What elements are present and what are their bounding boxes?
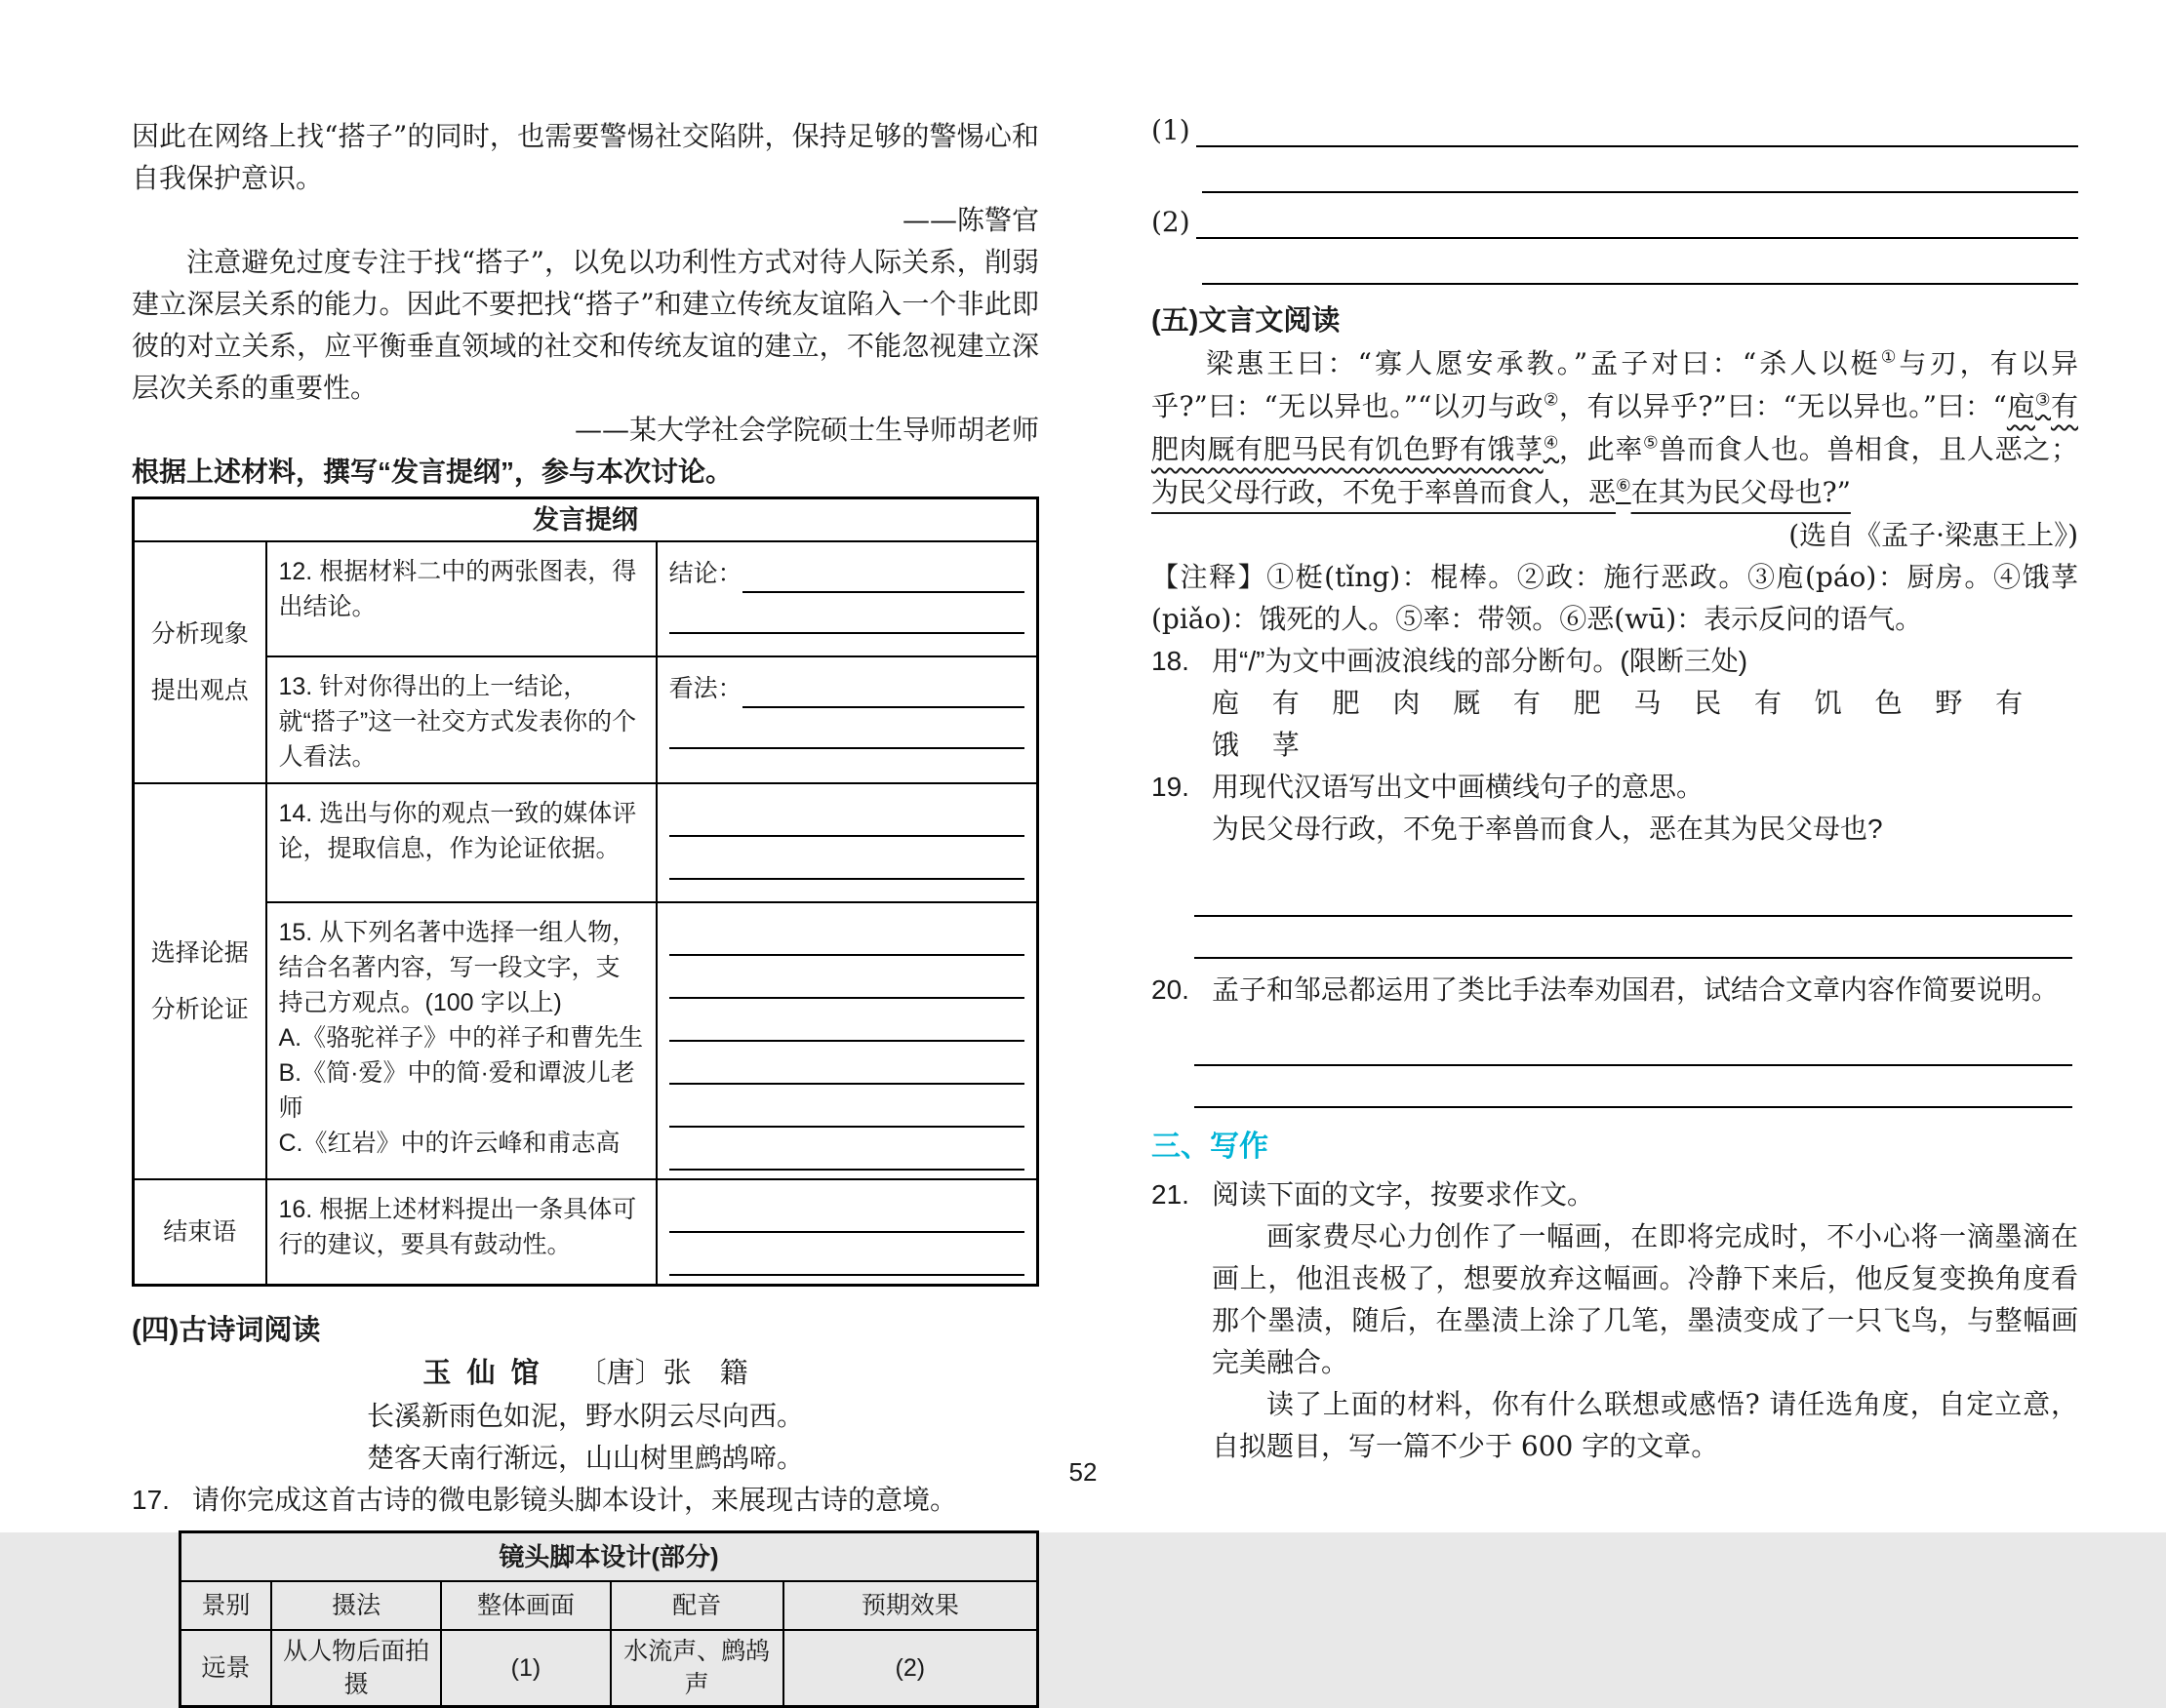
category-closing: 结束语 [134, 1179, 266, 1286]
answer-12-label: 结论： [668, 560, 742, 587]
question-20 [1151, 969, 2078, 1011]
answer-blank-1-label: (1) [1151, 114, 1190, 146]
page-number: 52 [1068, 1457, 1098, 1487]
task-instruction: 根据上述材料，撰写“发言提纲”，参与本次讨论。 [132, 457, 734, 487]
table-row [134, 541, 1038, 656]
scene-header-effect: 预期效果 [783, 1581, 1038, 1630]
task-15-option-c: C.《红岩》中的许云峰和甫志高 [278, 1130, 621, 1157]
scene-table-caption: 镜头脚本设计(部分) [180, 1532, 1038, 1582]
task-14: 14. 选出与你的观点一致的媒体评论，提取信息，作为论证依据。 [266, 783, 657, 902]
passage-segment: ⑥ [1616, 476, 1631, 497]
question-20-text: 孟子和邹忌都运用了类比手法奉劝国君，试结合文章内容作简要说明。 [1212, 974, 2060, 1005]
category-line: 提出观点 [150, 677, 249, 704]
task-12: 12. 根据材料二中的两张图表，得出结论。 [266, 541, 657, 656]
passage-segment: ② [1543, 390, 1559, 411]
question-19-number: 19. [1151, 772, 1189, 802]
passage-segment: ，此率 [1558, 433, 1644, 465]
answer-blank-line [669, 1001, 1024, 1042]
answer-16 [657, 1179, 1038, 1286]
essay-material-paragraph-1: 画家费尽心力创作了一幅画，在即将完成时，不小心将一滴墨滴在画上，他沮丧极了，想要放弃这幅画。冷静下来后，他反复变换角度看那个墨渍，随后，在墨渍上涂了几笔，墨渍变成了一只飞鸟，与整幅画完美融合。 [1212, 1220, 2078, 1378]
section-5-heading: (五)文言文阅读 [1151, 305, 1341, 337]
answer-blank-line [1194, 1024, 2072, 1066]
passage-segment: ① [1880, 347, 1900, 368]
answer-blank-line [1196, 237, 2078, 239]
signature-hu: ——某大学社会学院硕士生导师胡老师 [574, 414, 1039, 446]
passage-segment: 梁惠王曰：“寡人愿安承教。”孟子对曰：“杀人以梃 [1206, 347, 1881, 379]
question-20-number: 20. [1151, 974, 1189, 1005]
question-19-sentence: 为民父母行政，不免于率兽而食人，恶在其为民父母也? [1212, 814, 1883, 844]
answer-blank-line [669, 915, 1024, 956]
answer-blank-1 [1151, 109, 2078, 151]
poem-title-line [132, 1352, 1039, 1395]
answer-blank-line [669, 1044, 1024, 1085]
right-column [1151, 109, 2078, 1467]
answer-blank-line [669, 593, 1024, 634]
answer-14 [657, 783, 1038, 902]
answer-blank-line [669, 1087, 1024, 1128]
question-19-text: 用现代汉语写出文中画横线句子的意思。 [1212, 772, 1705, 802]
passage-segment: ④ [1543, 433, 1559, 454]
passage-segment: 有肥肉厩有肥马民有饥色野有饿莩 [1151, 390, 2078, 465]
table-row [134, 783, 1038, 902]
passage-segment: 为民父母行政，不免于率兽而食人，恶 [1151, 476, 1617, 508]
task-15-option-b: B.《简·爱》中的简·爱和谭波儿老师 [278, 1059, 635, 1122]
table-row [134, 656, 1038, 783]
category-analyze [134, 541, 266, 783]
passage-segment: ⑤ [1643, 433, 1660, 454]
task-15 [266, 902, 657, 1179]
answer-12 [657, 541, 1038, 656]
answer-blank-line [669, 1235, 1024, 1276]
question-21-text: 阅读下面的文字，按要求作文。 [1212, 1179, 1595, 1210]
answer-blank-line [669, 1130, 1024, 1171]
section-4-heading: (四)古诗词阅读 [132, 1315, 321, 1346]
answer-blank-line [669, 1192, 1024, 1233]
poem-line-2: 楚客天南行渐远，山山树里鹧鸪啼。 [366, 1442, 804, 1474]
question-18-sentence: 庖 有 肥 肉 厩 有 肥 马 民 有 饥 色 野 有 饿 莩 [1212, 688, 2036, 760]
passage-segment: 庖 [2006, 390, 2035, 422]
passage-segment: 兽而食人也。兽相食，且人恶之； [1659, 433, 2078, 465]
table-row [134, 498, 1038, 542]
passage-source: (选自《孟子·梁惠王上》) [1788, 519, 2078, 551]
passage-notes: 【注释】①梃(tǐng)：棍棒。②政：施行恶政。③庖(páo)：厨房。④饿莩(piǎo)：饿死的人。⑤率：带领。⑥恶(wū)：表示反问的语气。 [1151, 561, 2078, 635]
category-line: 选择论据 [150, 939, 249, 967]
poem-line-1: 长溪新雨色如泥，野水阴云尽向西。 [366, 1400, 804, 1432]
answer-blank-2 [1151, 201, 2078, 243]
speech-outline-table [132, 497, 1039, 1287]
outline-caption: 发言提纲 [134, 498, 1038, 542]
classical-passage [1151, 342, 2078, 514]
material-paragraph-2: 注意避免过度专注于找“搭子”，以免以功利性方式对待人际关系，削弱建立深层关系的能力。因此不要把找“搭子”和建立传统友谊陷入一个非此即彼的对立关系，应平衡垂直领域的社交和传统友谊的建立，不能忽视建立深层次关系的重要性。 [132, 246, 1039, 404]
answer-blank-line [1202, 151, 2078, 193]
passage-segment: 在其为民父母也?” [1630, 476, 1851, 508]
scene-cell-shot-type: 远景 [180, 1630, 271, 1707]
scene-cell-picture: (1) [441, 1630, 610, 1707]
question-18-number: 18. [1151, 646, 1189, 676]
table-row [134, 902, 1038, 1179]
table-row [134, 1179, 1038, 1286]
scene-header-technique: 摄法 [271, 1581, 442, 1630]
question-18 [1151, 640, 2078, 682]
passage-segment: ，有以异乎?”曰：“无以异也。”曰：“ [1558, 390, 2007, 422]
signature-chen: ——陈警官 [902, 204, 1039, 236]
answer-blank-line [1194, 917, 2072, 959]
essay-material-paragraph-2: 读了上面的材料，你有什么联想或感悟? 请任选角度，自定立意，自拟题目，写一篇不少于 600 字的文章。 [1212, 1388, 2078, 1462]
table-row [180, 1630, 1038, 1707]
answer-blank-line [669, 839, 1024, 880]
category-argue [134, 783, 266, 1179]
answer-blank-line [669, 796, 1024, 837]
question-21 [1151, 1173, 2078, 1215]
answer-blank-line [742, 706, 1024, 708]
answer-blank-line [1202, 243, 2078, 285]
answer-blank-line [1194, 1066, 2072, 1108]
section-writing-heading: 三、写作 [1151, 1131, 1268, 1163]
answer-13-label: 看法： [668, 675, 742, 702]
scene-header-shot-type: 景别 [180, 1581, 271, 1630]
answer-15 [657, 902, 1038, 1179]
answer-blank-line [669, 958, 1024, 999]
question-19 [1151, 766, 2078, 808]
scene-cell-effect: (2) [783, 1630, 1038, 1707]
question-21-number: 21. [1151, 1179, 1189, 1210]
answer-blank-line [1194, 875, 2072, 917]
answer-blank-2-label: (2) [1151, 206, 1190, 238]
task-13: 13. 针对你得出的上一结论，就“搭子”这一社交方式发表你的个人看法。 [266, 656, 657, 783]
scene-header-picture: 整体画面 [441, 1581, 610, 1630]
scene-script-table [179, 1530, 1039, 1708]
task-15-text: 15. 从下列名著中选择一组人物，结合名著内容，写一段文字，支持己方观点。(100 字以上) [278, 919, 637, 1016]
answer-blank-line [742, 591, 1024, 593]
scene-cell-technique: 从人物后面拍摄 [271, 1630, 442, 1707]
task-16: 16. 根据上述材料提出一条具体可行的建议，要具有鼓动性。 [266, 1179, 657, 1286]
category-line: 分析论证 [150, 996, 249, 1023]
question-17-number: 17. [132, 1485, 170, 1515]
answer-13 [657, 656, 1038, 783]
table-row [180, 1532, 1038, 1582]
table-row [180, 1581, 1038, 1630]
poem-author: 〔唐〕张 籍 [578, 1356, 748, 1389]
task-15-option-a: A.《骆驼祥子》中的祥子和曹先生 [278, 1024, 644, 1052]
scene-header-audio: 配音 [611, 1581, 783, 1630]
scene-cell-audio: 水流声、鹧鸪声 [611, 1630, 783, 1707]
question-18-text: 用“/”为文中画波浪线的部分断句。(限断三处) [1212, 646, 1748, 676]
passage-segment: ③ [2034, 390, 2051, 411]
passage-segment: 与刃，有以异乎?”曰：“无以异也。”“以刃与政 [1151, 347, 2079, 422]
material-paragraph-1: 因此在网络上找“搭子”的同时，也需要警惕社交陷阱，保持足够的警惕心和自我保护意识。 [132, 120, 1039, 194]
poem-title: 玉 仙 馆 [422, 1358, 543, 1389]
question-17-text: 请你完成这首古诗的微电影镜头脚本设计，来展现古诗的意境。 [192, 1485, 958, 1515]
answer-blank-line [669, 708, 1024, 749]
answer-blank-line [1196, 145, 2078, 147]
category-line: 分析现象 [150, 620, 249, 648]
